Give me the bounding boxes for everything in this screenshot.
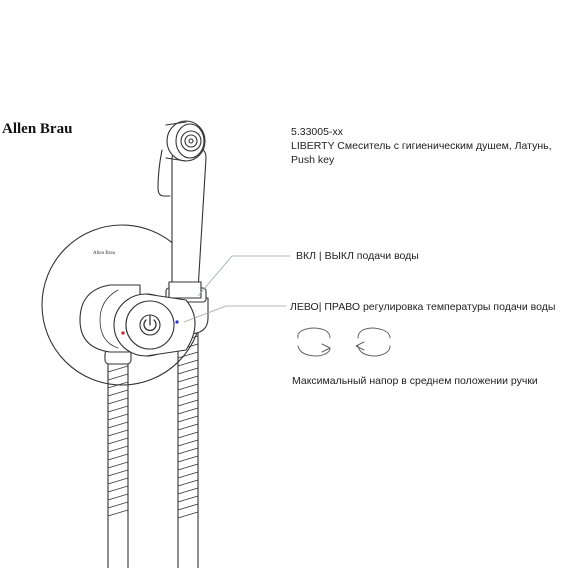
callout-on-off: ВКЛ | ВЫКЛ подачи воды bbox=[296, 250, 419, 262]
cold-indicator bbox=[175, 320, 178, 323]
right-hose bbox=[178, 330, 198, 568]
product-code: 5.33005-xx bbox=[291, 126, 343, 138]
callout-temperature: ЛЕВО| ПРАВО регулировка температуры подачи воды bbox=[290, 301, 556, 313]
brand-logo: Allen Brau bbox=[2, 121, 73, 137]
product-variant: Push key bbox=[291, 154, 335, 166]
rotate-counterclockwise-icon bbox=[298, 328, 330, 356]
plate-brand-label: Allen Brau bbox=[93, 251, 116, 256]
product-name: LIBERTY Смеситель с гигиеническим душем, Латунь, bbox=[291, 140, 552, 152]
callout-pressure: Максимальный напор в среднем положении ручки bbox=[292, 375, 538, 387]
hot-indicator bbox=[121, 331, 124, 334]
shower-head bbox=[176, 124, 204, 158]
rotate-clockwise-icon bbox=[356, 328, 390, 356]
